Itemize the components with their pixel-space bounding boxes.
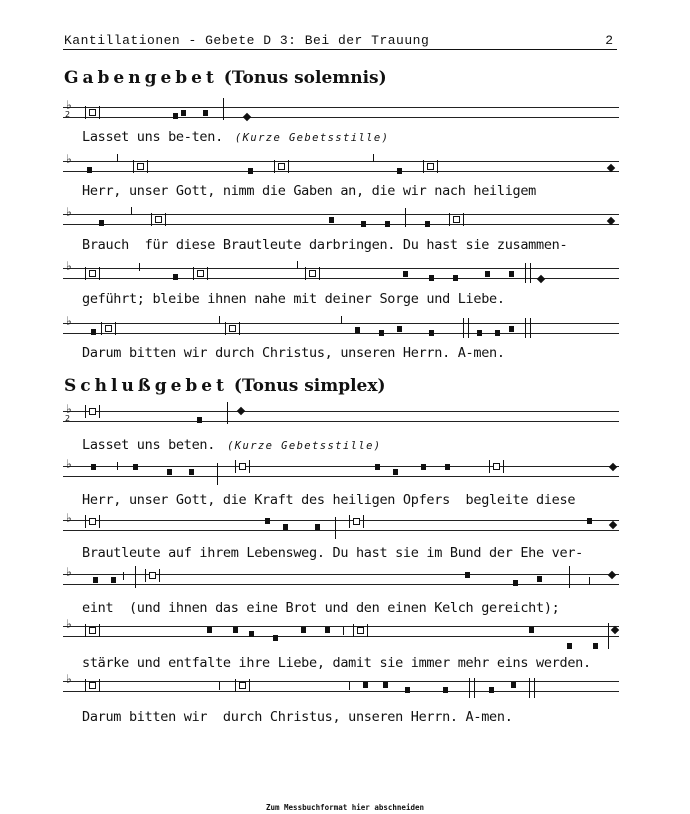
lyric-line: Darum bitten wir durch Christus, unseren Herrn. A-men. <box>82 345 505 361</box>
note <box>513 580 518 586</box>
music-staff <box>63 457 619 479</box>
note <box>233 627 238 633</box>
note <box>425 221 430 227</box>
note <box>173 113 178 119</box>
note <box>315 524 320 530</box>
header-rule <box>63 49 617 50</box>
recitation-note <box>493 463 500 470</box>
recitation-note <box>239 682 246 689</box>
music-staff <box>63 314 619 336</box>
note <box>393 469 398 475</box>
recitation-note <box>89 682 96 689</box>
music-staff <box>63 402 619 424</box>
note <box>355 327 360 333</box>
note <box>197 417 202 423</box>
recitation-note <box>137 163 144 170</box>
recitation-note <box>278 163 285 170</box>
note <box>443 687 448 693</box>
music-staff <box>63 259 619 281</box>
music-staff <box>63 511 619 533</box>
lyric-line <box>82 129 389 145</box>
note <box>453 275 458 281</box>
tick <box>117 462 118 470</box>
final-note <box>609 463 617 471</box>
note <box>465 572 470 578</box>
lyric-text: Lasset uns beten. <box>82 437 216 453</box>
note <box>248 168 253 174</box>
lyric-text: Lasset uns be-ten. <box>82 129 223 145</box>
flat-icon: ♭ <box>66 314 72 328</box>
bar-line <box>135 566 136 588</box>
note <box>405 687 410 693</box>
note <box>207 627 212 633</box>
note <box>325 627 330 633</box>
bar-line <box>608 623 609 649</box>
note <box>173 274 178 280</box>
final-note <box>611 626 619 634</box>
clef-icon: 2 <box>65 414 71 423</box>
bar-line <box>217 463 218 485</box>
recitation-note <box>427 163 434 170</box>
lyric-line: Brautleute auf ihrem Lebensweg. Du hast sie im Bund der Ehe ver- <box>82 545 583 561</box>
recitation-note <box>357 627 364 634</box>
note <box>397 168 402 174</box>
recitation-note <box>155 216 162 223</box>
flat-icon: ♭ <box>66 617 72 631</box>
note <box>537 576 542 582</box>
section-title-tonus: (Tonus solemnis) <box>223 68 387 88</box>
note <box>203 110 208 116</box>
recitation-note <box>89 627 96 634</box>
bar-line <box>569 566 570 588</box>
tick <box>117 154 118 162</box>
note <box>403 271 408 277</box>
note <box>167 469 172 475</box>
footer-cut-note: Zum Messbuchformat hier abschneiden <box>265 803 425 812</box>
note <box>283 524 288 530</box>
note <box>489 687 494 693</box>
lyric-instruction: (Kurze Gebetsstille) <box>234 132 390 144</box>
section-title-schlussgebet <box>64 376 386 396</box>
music-staff <box>63 98 619 120</box>
tick <box>589 577 590 585</box>
flat-icon: ♭ <box>66 402 72 416</box>
note <box>361 221 366 227</box>
recitation-note <box>105 325 112 332</box>
final-note <box>537 275 545 283</box>
recitation-note <box>309 270 316 277</box>
flat-icon: ♭ <box>66 152 72 166</box>
bar-line <box>223 98 224 120</box>
music-staff <box>63 617 619 639</box>
recitation-note <box>89 408 96 415</box>
double-bar <box>469 678 475 698</box>
music-staff <box>63 152 619 174</box>
double-bar <box>525 318 531 338</box>
section-title-main: Gabengebet <box>64 68 218 88</box>
note <box>383 682 388 688</box>
lyric-line: Darum bitten wir durch Christus, unseren Herrn. A-men. <box>82 709 513 725</box>
section-title-main: Schlußgebet <box>64 376 228 396</box>
bar-line <box>335 517 336 539</box>
page-number: 2 <box>605 33 613 48</box>
music-staff <box>63 565 619 587</box>
note <box>375 464 380 470</box>
final-note <box>609 521 617 529</box>
double-bar <box>525 263 531 283</box>
note <box>509 326 514 332</box>
recitation-note <box>149 572 156 579</box>
tick <box>123 572 124 580</box>
note <box>477 330 482 336</box>
tick <box>139 263 140 271</box>
tick <box>219 316 220 324</box>
bar-line <box>405 208 406 227</box>
flat-icon: ♭ <box>66 565 72 579</box>
recitation-note <box>453 216 460 223</box>
recitation-note <box>229 325 236 332</box>
note <box>429 330 434 336</box>
clef-icon: 2 <box>65 110 71 119</box>
note <box>91 329 96 335</box>
note <box>189 469 194 475</box>
lyric-line: eint (und ihnen das eine Brot und den einen Kelch gereicht); <box>82 600 560 616</box>
recitation-note <box>89 518 96 525</box>
flat-icon: ♭ <box>66 457 72 471</box>
tick <box>297 261 298 269</box>
recitation-note <box>239 463 246 470</box>
flat-icon: ♭ <box>66 511 72 525</box>
final-note <box>243 113 251 121</box>
header-title: Kantillationen - Gebete D 3: Bei der Trauung <box>64 33 430 48</box>
note <box>587 518 592 524</box>
tick <box>219 682 220 690</box>
note <box>87 167 92 173</box>
lyric-line: Brauch für diese Brautleute darbringen. Du hast sie zusammen- <box>82 237 568 253</box>
lyric-instruction: (Kurze Gebetsstille) <box>227 440 382 452</box>
recitation-note <box>89 109 96 116</box>
tick <box>349 682 350 690</box>
note <box>593 643 598 649</box>
note <box>91 464 96 470</box>
lyric-line: Herr, unser Gott, nimm die Gaben an, die wir nach heiligem <box>82 183 537 199</box>
note <box>445 464 450 470</box>
note <box>421 464 426 470</box>
note <box>181 110 186 116</box>
note <box>485 271 490 277</box>
section-title-tonus: (Tonus simplex) <box>233 376 386 396</box>
note <box>265 518 270 524</box>
note <box>429 275 434 281</box>
note <box>133 464 138 470</box>
recitation-note <box>353 518 360 525</box>
music-staff <box>63 205 619 227</box>
lyric-line <box>82 437 382 453</box>
recitation-note <box>89 270 96 277</box>
tick <box>341 316 342 324</box>
double-bar <box>463 318 469 338</box>
final-note <box>237 407 245 415</box>
recitation-note <box>197 270 204 277</box>
flat-icon: ♭ <box>66 205 72 219</box>
note <box>93 577 98 583</box>
note <box>385 221 390 227</box>
tick <box>343 627 344 635</box>
note <box>495 330 500 336</box>
note <box>397 326 402 332</box>
note <box>379 330 384 336</box>
note <box>99 220 104 226</box>
tick <box>373 154 374 162</box>
note <box>567 643 572 649</box>
double-bar <box>529 678 535 698</box>
note <box>329 217 334 223</box>
flat-icon: ♭ <box>66 98 72 112</box>
note <box>529 627 534 633</box>
note <box>511 682 516 688</box>
lyric-line: geführt; bleibe ihnen nahe mit deiner Sorge und Liebe. <box>82 291 505 307</box>
flat-icon: ♭ <box>66 672 72 686</box>
section-title-gabengebet <box>64 68 387 88</box>
lyric-line: stärke und entfalte ihre Liebe, damit sie immer mehr eins werden. <box>82 655 591 671</box>
note <box>363 682 368 688</box>
lyric-line: Herr, unser Gott, die Kraft des heiligen Opfers begleite diese <box>82 492 576 508</box>
final-note <box>608 571 616 579</box>
music-staff <box>63 672 619 694</box>
note <box>301 627 306 633</box>
flat-icon: ♭ <box>66 259 72 273</box>
note <box>111 577 116 583</box>
tick <box>131 207 132 215</box>
note <box>509 271 514 277</box>
note <box>273 635 278 641</box>
bar-line <box>227 402 228 424</box>
note <box>249 631 254 637</box>
